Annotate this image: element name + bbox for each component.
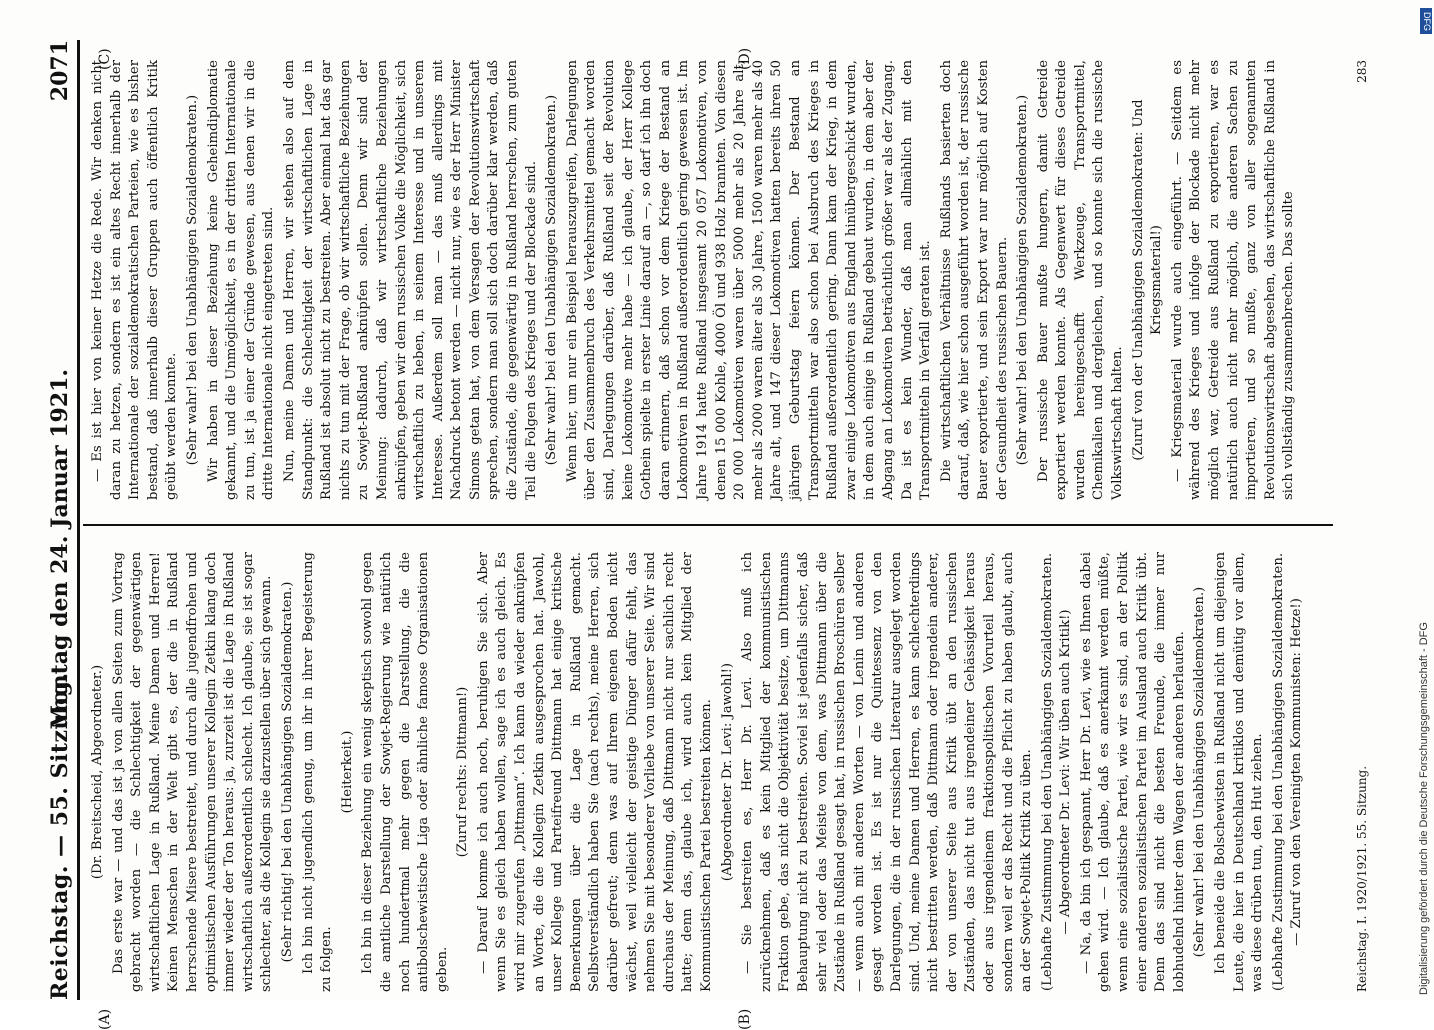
paragraph: (Zuruf von der Unabhängigen Sozialdemokraten: Und Kriegsmaterial!) <box>1130 99 1165 461</box>
paragraph: — Sie bestreiten es, Herr Dr. Levi. Also muß ich zurücknehmen, daß es kein Mitglied der kommunistischen Fraktion gebe, das nicht die Objektivität besitze, um Dittmanns Behauptung nicht zu bestreiten. Soviel ist jedenfalls sicher, daß sehr viel oder das Meiste von dem, was Dittmann über die Zustände in Rußland gesagt hat, in russischen Broschüren selber — wenn auch mit anderen Worten — von Lenin und anderen gesagt worden ist. Es ist nur die Quintessenz von den Darlegungen, die in der russischen Literatur ausgelegt worden sind. Und, meine Damen und Herren, es kann schlechterdings nicht bestritten werden, daß Dittmann oder irgendein anderer, der von unserer Seite aus Kritik übt an den russischen Zuständen, das nicht tut aus irgendeiner Gehässigkeit heraus oder aus irgendeinem fraktionspolitischen Vorurteil heraus, sondern weil er das Recht und die Pflicht zu haben glaubt, auch an der Sowjet-Politik Kritik zu üben. <box>740 552 1035 992</box>
paragraph: Wir haben in dieser Beziehung keine Geheimdiplomatie gekannt, und die Unmöglichkeit, es in der dritten Internationale zu tun, ist ja einer der Gründe gewesen, aus denen wir in die dritte Internationale nicht eingetreten sind. <box>205 60 277 500</box>
dfg-logo: DFG <box>1420 8 1432 34</box>
paragraph: (Sehr wahr! bei den Unabhängigen Sozialdemokraten.) <box>184 94 200 466</box>
paragraph: (Zuruf rechts: Dittmann!) <box>455 686 471 858</box>
page-footer: Reichstag. I. 1920/1921. 55. Sitzung. <box>1355 765 1369 992</box>
paragraph: (Sehr wahr! bei den Unabhängigen Sozialdemokraten.) <box>544 94 560 466</box>
paragraph: Ich bin in dieser Beziehung ein wenig skeptisch sowohl gegen die amtliche Darstellung der Sowjet-Regierung wie natürlich noch hundertmal mehr gegen die Darstellung, die die antibolschewistische Liga oder ähnliche famose Organisationen geben. <box>360 552 450 992</box>
left-text-column <box>89 552 1309 992</box>
paragraph: (Lebhafte Zustimmung bei den Unabhängigen Sozialdemokraten. — Abgeordneter Dr. Levi: Wir üben auch Kritik!) <box>1039 552 1074 992</box>
right-text-column <box>89 60 1301 500</box>
margin-marker-c: (C) <box>97 48 113 70</box>
margin-marker-d: (D) <box>737 47 753 70</box>
paragraph: Der russische Bauer mußte hungern, damit Getreide exportiert werden konnte. Als Gegenwert für dieses Getreide wurden hereingeschafft Werkzeuge, Transportmittel, Chemikalien und dergleichen, und so konnte sich die russische Volkswirtschaft halten. <box>1035 60 1126 500</box>
paragraph: (Heiterkeit.) <box>339 730 355 814</box>
footer-page-number: 283 <box>1355 60 1369 83</box>
margin-marker-b: (B) <box>737 1008 753 1030</box>
dfg-credit-text: Digitalisierung gefördert durch die Deutsche Forschungsgemeinschaft - DFG <box>1418 622 1430 995</box>
column-divider <box>83 524 1333 526</box>
paragraph: Ich beneide die Bolschewisten in Rußland nicht um diejenigen Leute, die hier in Deutschland kritiklos und demütig vor allem, was diese drüben tun, den Hut ziehen. <box>1213 552 1266 992</box>
paragraph: Nun, meine Damen und Herren, wir stehen also auf dem Standpunkt: die Schlechtigkeit der wirtschaftlichen Lage in Rußland ist absolut nicht zu bestreiten. Aber einmal hat das gar nichts zu tun mit der Frage, ob wir wirtschaftliche Beziehungen zu Sowjet-Rußland anknüpfen sollen. Denn wir sind der Meinung: dadurch, daß wir wirtschaftliche Beziehungen anknüpfen, geben wir dem russischen Volke die Möglichkeit, sich wirtschaftlich zu heben, in seinem Interesse und in unserem Interesse. Außerdem soll man — das muß allerdings mit Nachdruck betont werden — nicht nur, wie es der Herr Minister Simons getan hat, von dem Versagen der Revolutionswirtschaft sprechen, sondern man soll sich doch darüber klar werden, daß die Zustände, die gegenwärtig in Rußland herrschen, zum guten Teil die Folgen des Krieges und der Blockade sind. <box>281 60 539 500</box>
paragraph: Das erste war — und das ist ja von allen Seiten zum Vortrag gebracht worden — die Schlechtigkeit der gegenwärtigen wirtschaftlichen Lage in Rußland. Meine Damen und Herren! Keinen Menschen in der Welt gibt es, der die in Rußland herrschende Misere bestreitet, und durch alle jugendfrohen und optimistischen Ausführungen unserer Kollegin Zetkin klang doch immer wieder der Ton heraus: ja, zurzeit ist die Lage in Rußland wirtschaftlich außerordentlich schlecht. Ich glaube, sie ist sogar schlechter, als die Kollegin sie darzustellen über sich gewann. <box>110 552 275 992</box>
paragraph: Wenn hier, um nur ein Beispiel herauszugreifen, Darlegungen über den Zusammenbruch des Verkehrsmittel gemacht worden sind, Darlegungen darüber, daß Rußland seit der Revolution keine Lokomotive mehr habe — ich glaube, der Herr Kollege Gothein spielte in erster Linie darauf an —, so darf ich ihn doch daran erinnern, daß schon vor dem Kriege der Bestand an Lokomotiven in Rußland außerordentlich gering gewesen ist. Im Jahre 1914 hatte Rußland insgesamt 20 057 Lokomotiven, von denen 15 000 Kohle, 4000 Öl und 938 Holz brannten. Von diesen 20 000 Lokomotiven waren über 5000 mehr als 20 Jahre alt, mehr als 2000 waren älter als 30 Jahre, 1500 waren mehr als 40 Jahre alt, und 147 dieser Lokomotiven hatten bereits ihren 50 jährigen Geburtstag feiern können. Der Bestand an Transportmitteln war also schon bei Ausbruch des Krieges in Rußland außerordentlich gering. Dann kam der Krieg, in dem zwar einige Lokomotiven aus England hinübergeschickt wurden, in dem auch einige in Rußland gebaut wurden, in dem aber der Abgang an Lokomotiven beträchtlich größer war als der Zugang. Da ist es kein Wunder, daß man allmählich mit den Transportmitteln in Verfall geraten ist. <box>564 60 934 500</box>
paragraph: (Lebhafte Zustimmung bei den Unabhängigen Sozialdemokraten. — Zuruf von den Vereinigten Kommunisten: Hetze!) <box>1270 552 1305 992</box>
rotated-document-page <box>37 40 1377 1030</box>
paragraph: — Kriegsmaterial wurde auch eingeführt. — Seitdem es während des Krieges und infolge der Blockade nicht mehr möglich war, Getreide aus Rußland zu exportieren, war es natürlich auch nicht mehr möglich, die anderen Sachen zu importieren, und so mußte, ganz von aller sogenannten Revolutionswirtschaft abgesehen, das wirtschaftliche Rußland in sich vollständig zusammenbrechen. Das sollte <box>1169 60 1297 500</box>
paragraph: — Es ist hier von keiner Hetze die Rede. Wir denken nicht daran zu hetzen, sondern es ist ein altes Recht innerhalb der Internationale der sozialdemokratischen Parteien, wie es bisher bestand, daß innerhalb dieser Gruppen auch öffentlich Kritik geübt werden konnte. <box>90 60 180 500</box>
paragraph: (Sehr wahr! bei den Unabhängigen Sozialdemokraten.) <box>1192 586 1208 958</box>
paragraph: — Na, da bin ich gespannt, Herr Dr. Levi, wie es Ihnen dabei gehen wird. — Ich glaube, daß es anerkannt werden müßte, wenn eine sozialistische Partei, wie wir es sind, an der Politik einer anderen sozialistischen Partei im Ausland auch Kritik übt. Denn das sind nicht die besten Freunde, die immer nur lobhudelnd hinter dem Wagen der anderen herlaufen. <box>1078 552 1187 992</box>
paragraph: Die wirtschaftlichen Verhältnisse Rußlands basierten doch darauf, daß, wie hier schon ausgeführt worden ist, der russische Bauer exportierte, und sein Export war nur möglich auf Kosten der Gesundheit des russischen Bauern. <box>938 60 1010 500</box>
paragraph: (Dr. Breitscheid, Abgeordneter.) <box>90 664 105 880</box>
header-date-pageno <box>47 40 73 729</box>
header-page-number: 2071 <box>47 40 73 102</box>
margin-marker-a: (A) <box>97 1008 113 1030</box>
header-date: Montag den 24. Januar 1921. <box>47 368 73 730</box>
header-session: Reichstag. — 55. Sitzung. <box>47 672 73 1000</box>
paragraph: (Abgeordneter Dr. Levi: Jawohl!) <box>719 662 735 882</box>
paragraph: (Sehr richtig! bei den Unabhängigen Sozialdemokraten.) <box>279 581 295 963</box>
paragraph: — Darauf komme ich auch noch, beruhigen Sie sich. Aber wenn Sie es gleich haben wollen, sage ich es auch gleich. Es wird mir zugerufen „Dittmann“. Ich kann da wieder anknüpfen an Worte, die die Kollegin Zetkin ausgesprochen hat. Jawohl, unser Kollege und Parteifreund Dittmann hat einige kritische Bemerkungen über die Lage in Rußland gemacht. Selbstverständlich haben Sie (nach rechts), meine Herren, sich darüber gefreut; denn was auf Ihrem eigenen Boden nicht wächst, weil vielleicht der geistige Dünger dafür fehlt, das nehmen Sie mit besonderer Vorliebe von unserer Seite. Wir sind durchaus der Meinung, daß Dittmann nicht nur sachlich recht hatte; denn das, glaube ich, wird auch kein Mitglied der Kommunistischen Partei bestreiten können. <box>475 552 714 992</box>
page-header <box>37 40 80 1000</box>
paragraph: Ich bin nicht jugendlich genug, um ihr in ihrer Begeisterung zu folgen. <box>300 552 335 992</box>
paragraph: (Sehr wahr! bei den Unabhängigen Sozialdemokraten.) <box>1015 94 1031 466</box>
